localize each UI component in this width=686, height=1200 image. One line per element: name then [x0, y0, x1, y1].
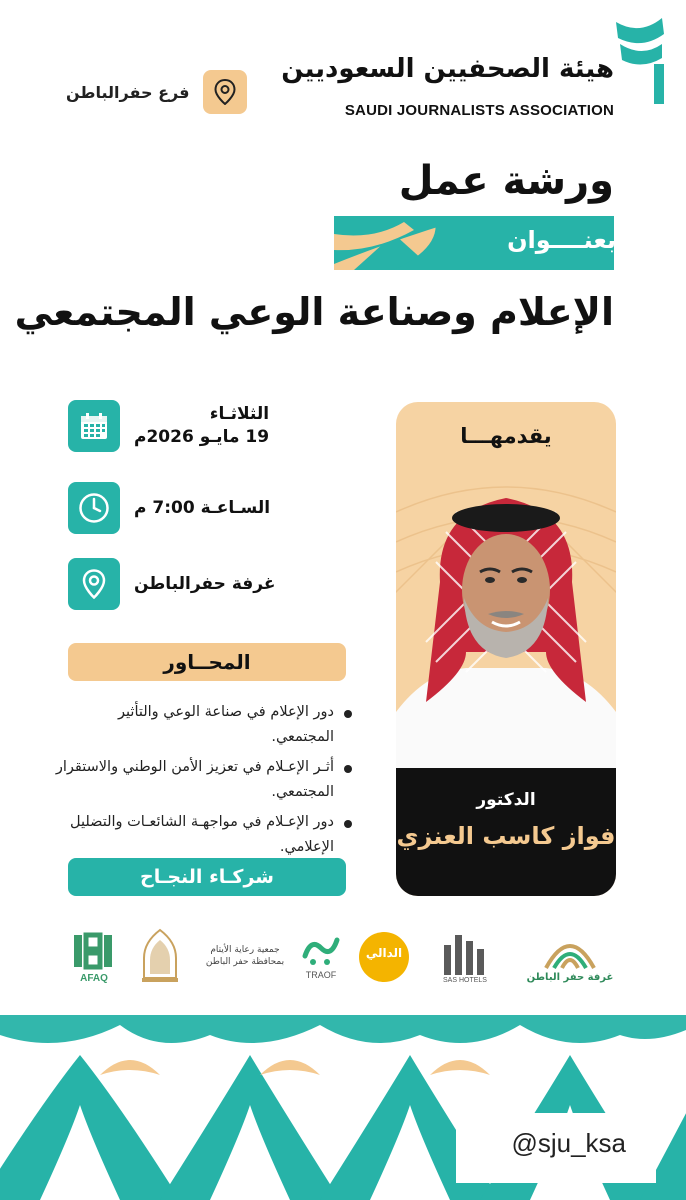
partner-caption: غرفة حفر الباطن — [526, 971, 614, 983]
partners-header — [68, 858, 346, 896]
chamber-gear-logo-icon — [542, 932, 598, 972]
social-handle[interactable]: @sju_ksa — [511, 1128, 626, 1158]
event-time: السـاعـة 7:00 م — [134, 497, 271, 518]
presenter-name: فواز كاسب العنزي — [396, 822, 616, 850]
mosque-emblem-icon — [136, 928, 184, 986]
org-logo-mark-icon — [612, 14, 668, 114]
partner-caption: جمعية رعاية الأيتام بمحافظة حفر الباطن — [205, 945, 285, 967]
topic-item: دور الإعـلام في مواجهـة الشائعـات والتضليل الإعلامي. — [52, 810, 352, 861]
partner-caption: الدالي — [365, 946, 403, 960]
presenter-name-panel — [396, 768, 616, 896]
calendar-icon — [68, 400, 120, 452]
location-pin-icon — [68, 558, 120, 610]
afaq-logo-icon — [72, 931, 116, 971]
partner-caption: TRAOF — [305, 970, 337, 980]
partner-logo-traof — [296, 924, 346, 990]
footer-pattern — [0, 1015, 686, 1200]
partner-caption: SAS HOTELS — [443, 976, 487, 984]
event-day: الثلاثـاء — [209, 404, 270, 425]
workshop-main-title: الإعلام وصناعة الوعي المجتمعي — [14, 290, 614, 334]
partner-logo-sas — [430, 924, 500, 990]
topics-list — [52, 700, 352, 864]
partner-caption: AFAQ — [80, 972, 108, 984]
partner-logo-orphans — [200, 924, 290, 990]
subtitle-label: بعنــــوان — [507, 226, 616, 254]
partners-title: شركـاء النجـاح — [140, 866, 274, 888]
presenter-card — [396, 402, 616, 896]
clock-icon — [68, 482, 120, 534]
date-text — [134, 403, 269, 449]
presenter-role: الدكتور — [476, 790, 536, 810]
workshop-title: ورشة عمل — [398, 158, 614, 204]
topics-header — [68, 643, 346, 681]
partner-logo-wasl — [132, 924, 188, 990]
topic-item: دور الإعلام في صناعة الوعي والتأثير المجتمعي. — [52, 700, 352, 751]
partner-logo-afaq — [66, 924, 122, 990]
traof-logo-icon — [301, 934, 341, 968]
org-name-en: SAUDI JOURNALISTS ASSOCIATION — [344, 102, 614, 119]
branch-tag — [66, 70, 247, 114]
location-pin-icon — [203, 70, 247, 114]
topic-item: أثـر الإعـلام في تعزيز الأمن الوطني والاستقرار المجتمعي. — [52, 755, 352, 806]
event-place: غرفة حفرالباطن — [134, 573, 276, 594]
presenter-photo — [396, 472, 616, 772]
partner-logo-chamber — [520, 924, 620, 990]
presenter-heading: يقدمهـــا — [460, 424, 552, 448]
org-logo — [281, 30, 614, 130]
event-date: 19 مايـو 2026م — [134, 427, 270, 447]
partner-logo-aldali — [356, 924, 412, 990]
org-name-ar: هيئة الصحفيين السعوديين — [281, 54, 614, 84]
sas-hotels-logo-icon — [440, 931, 490, 975]
topics-title: المحــاور — [163, 650, 251, 674]
branch-label: فرع حفرالباطن — [66, 82, 190, 102]
